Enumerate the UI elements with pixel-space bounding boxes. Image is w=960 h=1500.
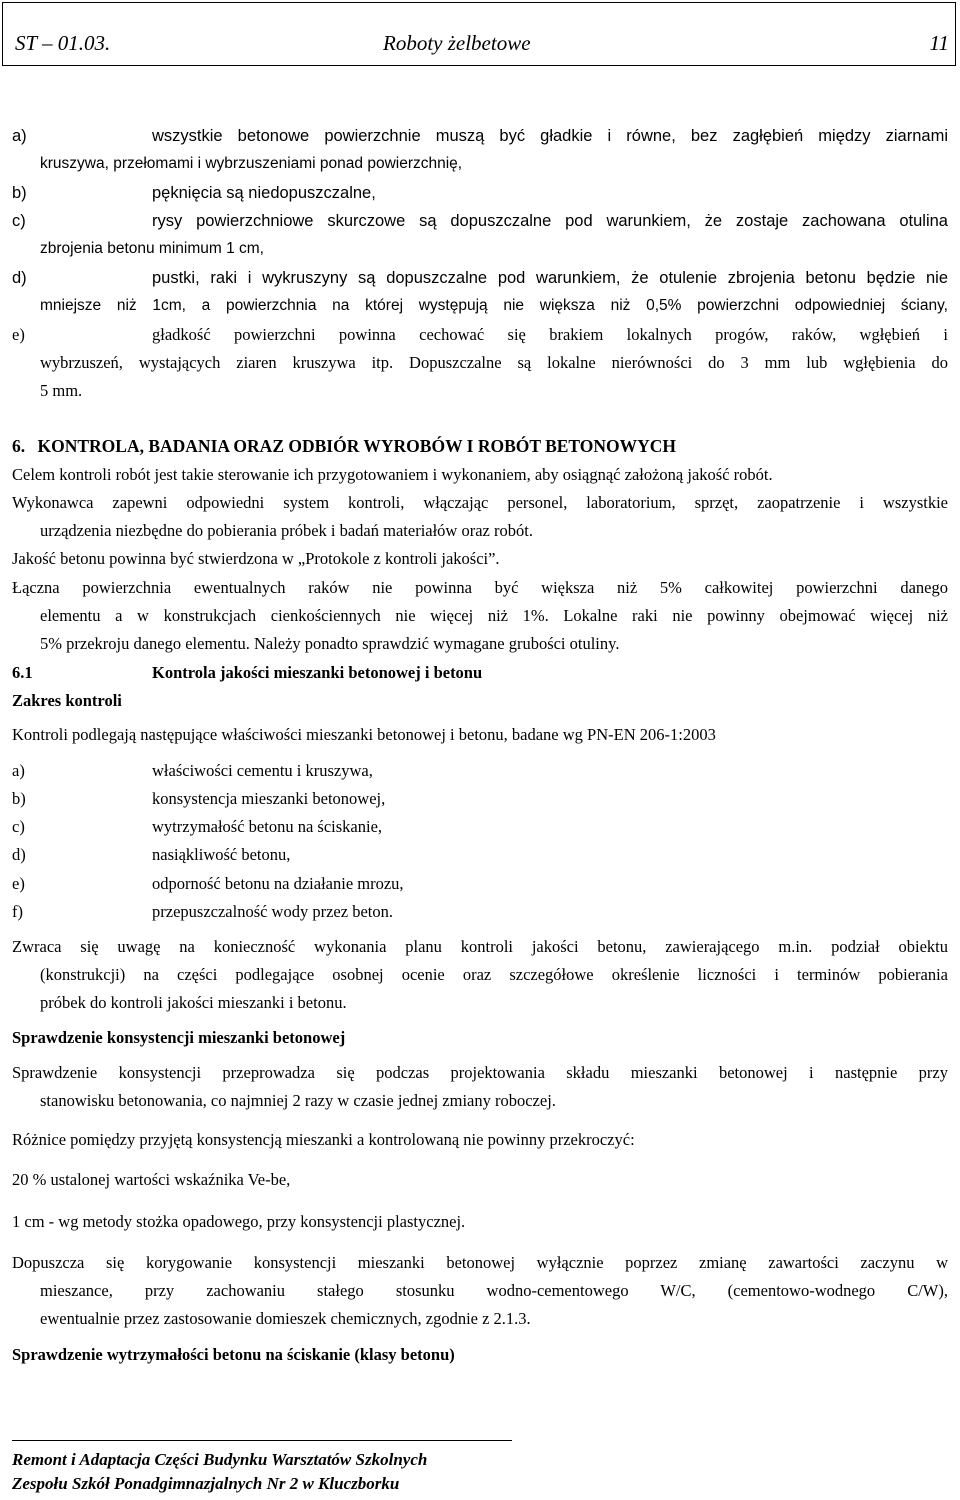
subsection-heading bbox=[12, 663, 483, 683]
list-item: odporność betonu na działanie mrozu, bbox=[152, 874, 404, 893]
footer-line: Zespołu Szkół Ponadgimnazjalnych Nr 2 w Kluczborku bbox=[12, 1474, 400, 1493]
footer-line: Remont i Adaptacja Części Budynku Warsztatów Szkolnych bbox=[12, 1450, 428, 1469]
list-item: pustki, raki i wykruszyny są dopuszczalne pod warunkiem, że otulenie zbrojenia betonu będzie nie bbox=[152, 269, 948, 287]
footer-rule bbox=[12, 1440, 512, 1441]
subheading: Zakres kontroli bbox=[12, 691, 122, 710]
list-item: rysy powierzchniowe skurczowe są dopuszczalne pod warunkiem, że zostaje zachowana otulina bbox=[152, 212, 948, 230]
paragraph: Sprawdzenie konsystencji przeprowadza się podczas projektowania składu mieszanki betonowej i następnie przy bbox=[12, 1063, 948, 1082]
list-item: wytrzymałość betonu na ściskanie, bbox=[152, 817, 383, 836]
paragraph: Różnice pomiędzy przyjętą konsystencją mieszanki a kontrolowaną nie powinny przekroczyć: bbox=[12, 1130, 635, 1149]
spec-code: ST – 01.03. bbox=[15, 31, 111, 55]
paragraph-continuation: stanowisku betonowania, co najmniej 2 razy w czasie jednej zmiany roboczej. bbox=[40, 1091, 556, 1110]
list-item-continuation: mniejsze niż 1cm, a powierzchnia na której występują nie większa niż 0,5% powierzchni odpowiedniej ściany, bbox=[40, 297, 948, 314]
list-item-continuation: kruszywa, przełomami i wybrzuszeniami ponad powierzchnię, bbox=[40, 155, 463, 172]
list-item-continuation: zbrojenia betonu minimum 1 cm, bbox=[40, 240, 264, 257]
paragraph-continuation: mieszance, przy zachowaniu stałego stosunku wodno-cementowego W/C, (cementowo-wodnego C/W), bbox=[40, 1281, 948, 1300]
list-label: f) bbox=[12, 902, 23, 921]
subheading: Sprawdzenie konsystencji mieszanki betonowej bbox=[12, 1028, 346, 1047]
document-title: Roboty żelbetowe bbox=[383, 31, 531, 55]
list-label: e) bbox=[12, 325, 25, 344]
subheading: Sprawdzenie wytrzymałości betonu na ściskanie (klasy betonu) bbox=[12, 1345, 455, 1364]
paragraph: Wykonawca zapewni odpowiedni system kontroli, włączając personel, laboratorium, sprzęt, zaopatrzenie i wszystkie bbox=[12, 493, 948, 512]
list-label: b) bbox=[12, 184, 27, 202]
list-item: wszystkie betonowe powierzchnie muszą być gładkie i równe, bez zagłębień między ziarnami bbox=[152, 127, 948, 145]
paragraph: Łączna powierzchnia ewentualnych raków nie powinna być większa niż 5% całkowitej powierzchni danego bbox=[12, 578, 948, 597]
subsection-title: Kontrola jakości mieszanki betonowej i betonu bbox=[152, 663, 483, 682]
list-item: konsystencja mieszanki betonowej, bbox=[152, 789, 386, 808]
section-number: 6. bbox=[12, 436, 26, 456]
list-item-continuation: 5 mm. bbox=[40, 381, 83, 400]
page-header bbox=[2, 2, 956, 66]
paragraph: 1 cm - wg metody stożka opadowego, przy konsystencji plastycznej. bbox=[12, 1212, 466, 1231]
paragraph: 20 % ustalonej wartości wskaźnika Ve-be, bbox=[12, 1170, 291, 1189]
paragraph: Jakość betonu powinna być stwierdzona w „Protokole z kontroli jakości”. bbox=[12, 549, 500, 568]
list-label: d) bbox=[12, 269, 27, 287]
paragraph-continuation: 5% przekroju danego elementu. Należy ponadto sprawdzić wymagane grubości otuliny. bbox=[40, 634, 620, 653]
list-label: d) bbox=[12, 845, 26, 864]
list-item: przepuszczalność wody przez beton. bbox=[152, 902, 393, 921]
section-heading bbox=[12, 436, 676, 456]
paragraph: Celem kontroli robót jest takie sterowanie ich przygotowaniem i wykonaniem, aby osiągnąć założoną jakość robót. bbox=[12, 465, 773, 484]
paragraph-continuation: (konstrukcji) na części podlegające osobnej ocenie oraz szczegółowe określenie liczności i terminów pobierania bbox=[40, 965, 948, 984]
page-number: 11 bbox=[929, 31, 949, 55]
paragraph: Kontroli podlegają następujące właściwości mieszanki betonowej i betonu, badane wg PN-EN 206-1:2003 bbox=[12, 725, 716, 744]
paragraph-continuation: elementu a w konstrukcjach cienkościennych nie więcej niż 1%. Lokalne raki nie powinny obejmować więcej niż bbox=[40, 606, 948, 625]
list-item: właściwości cementu i kruszywa, bbox=[152, 761, 373, 780]
subsection-number: 6.1 bbox=[12, 663, 33, 682]
list-item: gładkość powierzchni powinna cechować się brakiem lokalnych progów, raków, wgłębień i bbox=[152, 325, 948, 344]
list-label: a) bbox=[12, 761, 25, 780]
paragraph-continuation: urządzenia niezbędne do pobierania próbek i badań materiałów oraz robót. bbox=[40, 521, 533, 540]
paragraph-continuation: ewentualnie przez zastosowanie domieszek chemicznych, zgodnie z 2.1.3. bbox=[40, 1309, 531, 1328]
paragraph-continuation: próbek do kontroli jakości mieszanki i betonu. bbox=[40, 993, 347, 1012]
list-label: e) bbox=[12, 874, 25, 893]
section-title: KONTROLA, BADANIA ORAZ ODBIÓR WYROBÓW I ROBÓT BETONOWYCH bbox=[37, 436, 677, 456]
list-label: a) bbox=[12, 127, 27, 145]
list-label: c) bbox=[12, 212, 26, 230]
list-item: nasiąkliwość betonu, bbox=[152, 845, 291, 864]
list-item: pęknięcia są niedopuszczalne, bbox=[152, 184, 376, 202]
paragraph: Dopuszcza się korygowanie konsystencji mieszanki betonowej wyłącznie poprzez zmianę zawartości zaczynu w bbox=[12, 1253, 948, 1272]
list-label: c) bbox=[12, 817, 25, 836]
list-label: b) bbox=[12, 789, 26, 808]
paragraph: Zwraca się uwagę na konieczność wykonania planu kontroli jakości betonu, zawierającego m.in. podział obiektu bbox=[12, 937, 948, 956]
list-item-continuation: wybrzuszeń, wystających ziaren kruszywa itp. Dopuszczalne są lokalne nierówności do 3 mm lub wgłębienia do bbox=[40, 353, 948, 372]
